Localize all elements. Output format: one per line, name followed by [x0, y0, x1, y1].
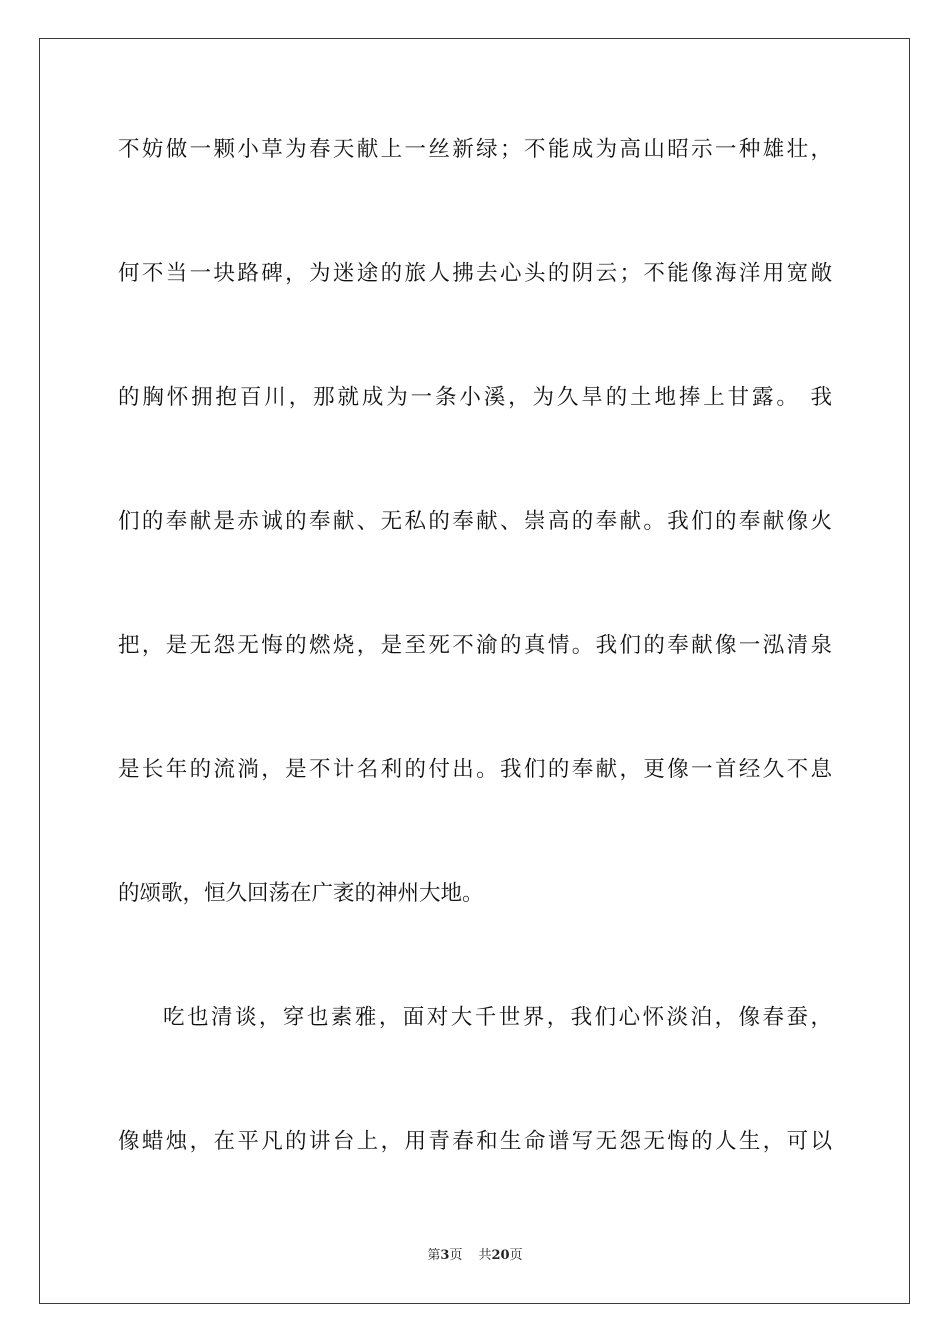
- text-line-1: 不妨做一颗小草为春天献上一丝新绿；不能成为高山昭示一种雄壮，: [118, 137, 832, 162]
- footer-page-number: 3: [440, 1248, 450, 1263]
- text-line-2: 何不当一块路碑，为迷途的旅人拂去心头的阴云；不能像海洋用宽敞: [118, 261, 832, 286]
- page-border: [39, 38, 910, 1304]
- footer-page-prefix: 第: [427, 1248, 441, 1263]
- footer-page-suffix: 页: [449, 1248, 463, 1263]
- footer-total-pages: 20: [491, 1248, 510, 1263]
- text-line-6: 是长年的流淌，是不计名利的付出。我们的奉献，更像一首经久不息: [118, 757, 832, 782]
- footer-total-prefix: 共: [478, 1248, 492, 1263]
- text-line-7: 的颂歌，恒久回荡在广袤的神州大地。: [118, 881, 484, 906]
- page-footer: [0, 1246, 950, 1266]
- text-line-3: 的胸怀拥抱百川，那就成为一条小溪，为久旱的土地捧上甘露。 我: [118, 385, 832, 410]
- text-line-8: 吃也清谈，穿也素雅，面对大千世界，我们心怀淡泊，像春蚕，: [163, 1005, 832, 1030]
- text-line-9: 像蜡烛，在平凡的讲台上，用青春和生命谱写无怨无悔的人生，可以: [118, 1129, 832, 1154]
- text-line-5: 把，是无怨无悔的燃烧，是至死不渝的真情。我们的奉献像一泓清泉: [118, 633, 832, 658]
- text-line-4: 们的奉献是赤诚的奉献、无私的奉献、崇高的奉献。我们的奉献像火: [118, 509, 832, 534]
- footer-total-suffix: 页: [509, 1248, 523, 1263]
